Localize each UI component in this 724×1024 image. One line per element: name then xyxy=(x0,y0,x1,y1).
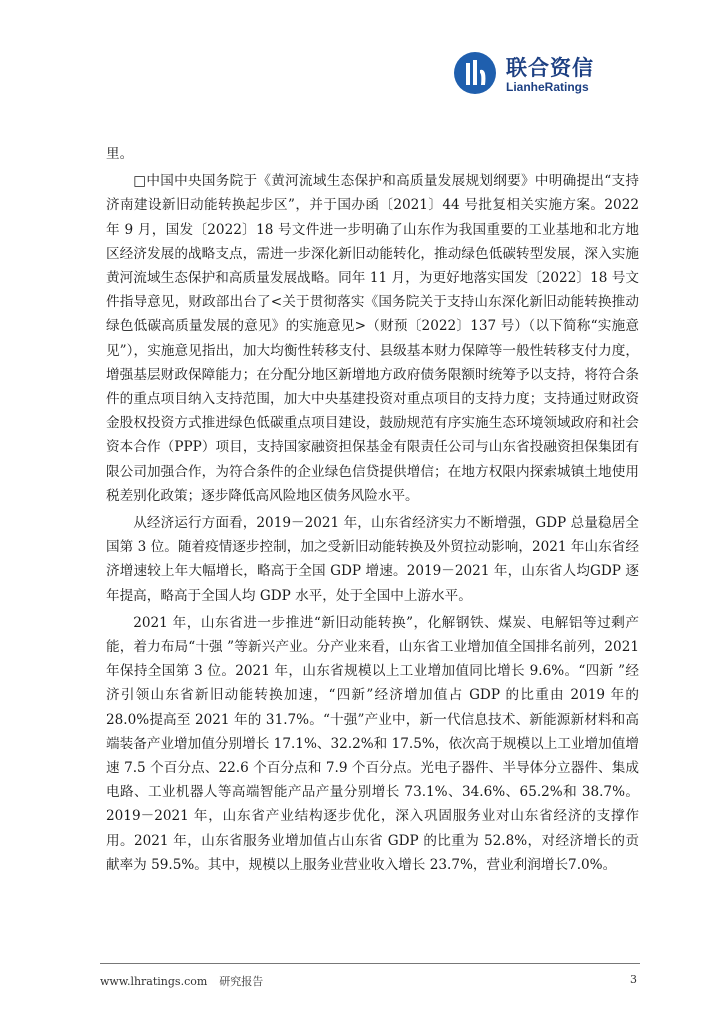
page-number: 3 xyxy=(630,973,637,986)
footer-divider xyxy=(100,963,640,964)
footer-website-link[interactable]: www.lhratings.com xyxy=(100,975,208,988)
report-body xyxy=(106,142,644,877)
brand-name-en: LianheRatings xyxy=(506,80,589,94)
paragraph-continuation: 里。 xyxy=(106,146,134,162)
footer-info xyxy=(100,973,263,989)
company-logo xyxy=(454,50,654,100)
paragraph-policy: □中国中央国务院于《黄河流域生态保护和高质量发展规划纲要》中明确提出“支持济南建设新旧动能转换起步区”，并于国办函〔2021〕44 号批复相关实施方案。2022 年 9 月，国发〔2022〕18 号文件进一步明确了山东作为我国重要的工业基地和北方地区经济发展的战略支点，需进一步深化新旧动能转化，推动绿色低碳转型发展，深入实施黄河流域生态保护和高质量发展战略。同年 11 月，为更好地落实国发〔2022〕18 号文件指导意见，财政部出台了<关于贯彻落实《国务院关于支持山东深化新旧动能转换推动绿色低碳高质量发展的意见》的实施意见>（财预〔2022〕137 号）（以下简称“实施意见”），实施意见指出，加大均衡性转移支付、县级基本财力保障等一般性转移支付力度，增强基层财政保障能力；在分配分地区新增地方政府债务限额时统筹予以支持，将符合条件的重点项目纳入支持范围，加大中央基建投资对重点项目的支持力度；支持通过财政资金股权投资方式推进绿色低碳重点项目建设，鼓励规范有序实施生态环境领域政府和社会资本合作（PPP）项目，支持国家融资担保基金有限责任公司与山东省投融资担保集团有限公司加强合作，为符合条件的企业绿色信贷提供增信；在地方权限内探索城镇土地使用税差别化政策；逐步降低高风险地区债务风险水平。 xyxy=(106,173,644,504)
paragraph-economy: 从经济运行方面看，2019－2021 年，山东省经济实力不断增强，GDP 总量稳居全国第 3 位。随着疫情逐步控制，加之受新旧动能转换及外贸拉动影响，2021 年山东省经济增速较上年大幅增长，略高于全国 GDP 增速。2019－2021 年，山东省人均GDP 逐年提高，略高于全国人均 GDP 水平，处于全国中上游水平。 xyxy=(106,515,640,604)
lianhe-ratings-logo-icon xyxy=(454,52,496,94)
brand-name-cn: 联合资信 xyxy=(506,56,594,80)
paragraph-industry: 2021 年，山东省进一步推进“新旧动能转换”，化解钢铁、煤炭、电解铝等过剩产能，着力布局“十强 ”等新兴产业。分产业来看，山东省工业增加值全国排名前列，2021 年保持全国第 3 位。2021 年，山东省规模以上工业增加值同比增长 9.6%。“四新 ”经济引领山东省新旧动能转换加速，“四新”经济增加值占 GDP 的比重由 2019 年的 28.0%提高至 2021 年的 31.7%。“十强”产业中，新一代信息技术、新能源新材料和高端装备产业增加值分别增长 17.1%、32.2%和 17.5%，依次高于规模以上工业增加值增速 7.5 个百分点、22.6 个百分点和 7.9 个百分点。光电子器件、半导体分立器件、集成电路、工业机器人等高端智能产品产量分别增长 73.1%、34.6%、65.2%和 38.7%。2019－2021 年，山东省产业结构逐步优化，深入巩固服务业对山东省经济的支撑作用。2021 年，山东省服务业增加值占山东省 GDP 的比重为 52.8%，对经济增长的贡献率为 59.5%。其中，规模以上服务业营业收入增长 23.7%，营业利润增长7.0%。 xyxy=(106,614,644,873)
footer-doc-type: 研究报告 xyxy=(219,975,264,988)
